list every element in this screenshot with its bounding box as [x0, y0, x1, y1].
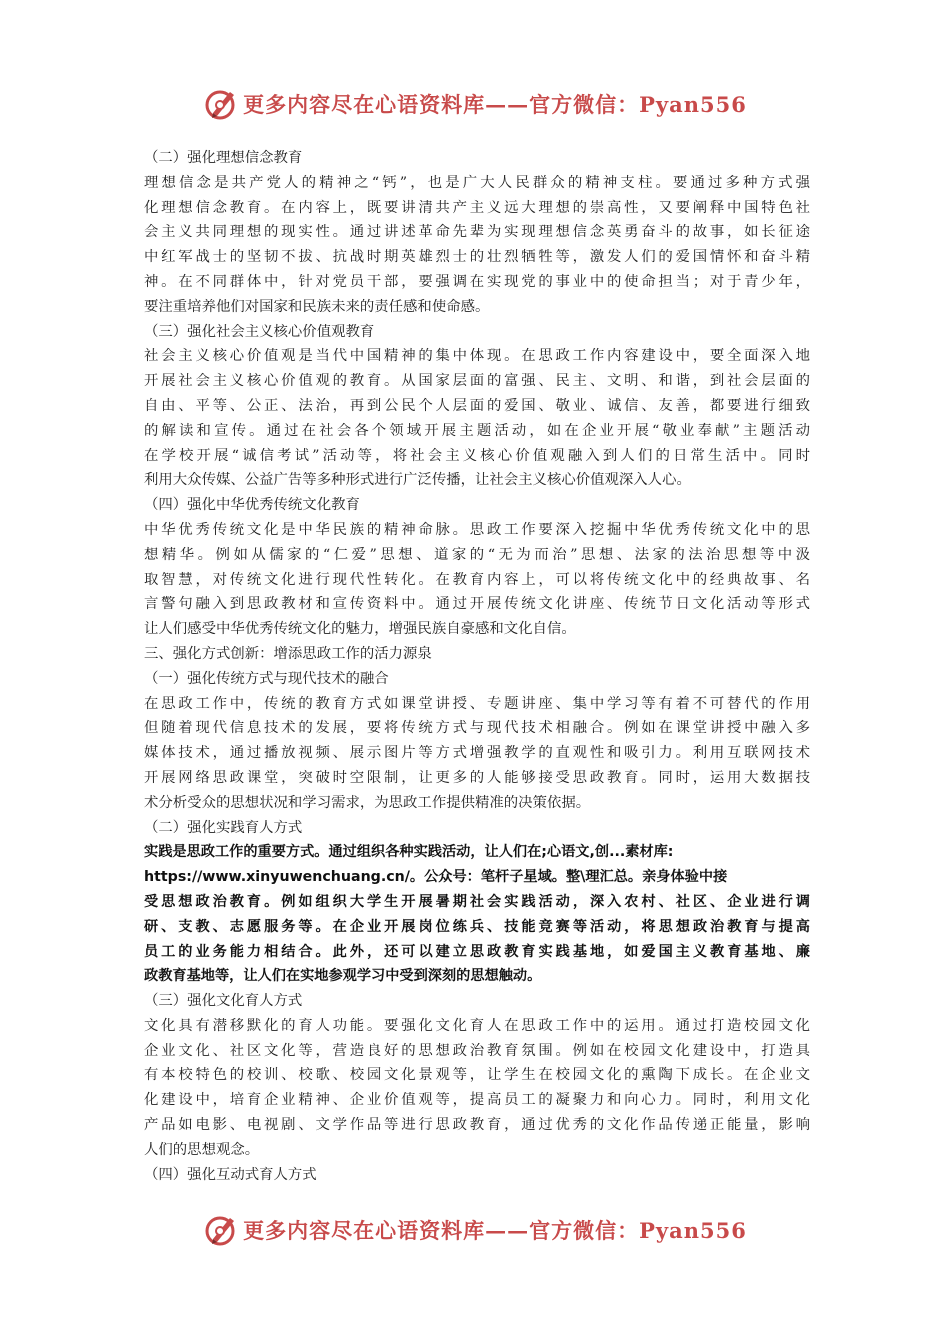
text-line: （四）强化互动式育人方式 — [144, 1166, 317, 1183]
text-line: 媒体技术，通过播放视频、展示图片等方式增强教学的直观性和吸引力。利用互联网技术 — [144, 745, 810, 762]
text-line: 受思想政治教育。例如组织大学生开展暑期社会实践活动，深入农村、社区、企业进行调 — [144, 893, 810, 910]
text-line: 在学校开展“诚信考试”活动等，将社会主义核心价值观融入到人们的日常生活中。同时 — [144, 447, 810, 464]
text-line: 三、强化方式创新：增添思政工作的活力源泉 — [144, 645, 432, 662]
text-line: 中红军战士的坚韧不拔、抗战时期英雄烈士的壮烈牺牲等，激发人们的爱国情怀和奋斗精 — [144, 249, 810, 266]
pen-circle-logo-icon — [203, 1212, 239, 1248]
text-line: 有本校特色的校训、校歌、校园文化景观等，让学生在校园文化的熏陶下成长。在企业文 — [144, 1067, 810, 1084]
text-line: 言警句融入到思政教材和宣传资料中。通过开展传统文化讲座、传统节日文化活动等形式 — [144, 596, 810, 613]
pen-circle-logo-icon — [203, 86, 239, 122]
text-line: 政教育基地等，让人们在实地参观学习中受到深刻的思想触动。 — [144, 968, 542, 985]
text-line: 术分析受众的思想状况和学习需求，为思政工作提供精准的决策依据。 — [144, 794, 591, 811]
banner-text: 更多内容尽在心语资料库——官方微信：Pyan556 — [243, 92, 747, 117]
text-line: 神。在不同群体中，针对党员干部，要强调在实现党的事业中的使命担当；对于青少年， — [144, 273, 810, 290]
text-line: 会主义共同理想的现实性。通过讲述革命先辈为实现理想信念英勇奋斗的故事，如长征途 — [144, 224, 810, 241]
text-line: 化建设中，培育企业精神、企业价值观等，提高员工的凝聚力和向心力。同时，利用文化 — [144, 1092, 810, 1109]
text-line: 取智慧，对传统文化进行现代性转化。在教育内容上，可以将传统文化中的经典故事、名 — [144, 571, 810, 588]
text-line: 产品如电影、电视剧、文学作品等进行思政教育，通过优秀的文化作品传递正能量，影响 — [144, 1117, 810, 1134]
text-line: 让人们感受中华优秀传统文化的魅力，增强民族自豪感和文化自信。 — [144, 621, 576, 638]
text-line: 文化具有潜移默化的育人功能。要强化文化育人在思政工作中的运用。通过打造校园文化 — [144, 1017, 810, 1034]
text-line: 人们的思想观念。 — [144, 1141, 260, 1158]
header-banner — [0, 84, 950, 124]
text-line: https://www.xinyuwenchuang.cn/。公众号：笔杆子星域。整\理汇总。亲身体验中接 — [144, 869, 728, 886]
text-line: （四）强化中华优秀传统文化教育 — [144, 497, 360, 514]
text-line: 企业文化、社区文化等，营造良好的思想政治教育氛围。例如在校园文化建设中，打造具 — [144, 1042, 810, 1059]
text-line: （二）强化理想信念教育 — [144, 150, 303, 166]
text-line: 实践是思政工作的重要方式。通过组织各种实践活动，让人们在;心语文,创...素材库: — [144, 844, 674, 861]
footer-banner — [0, 1210, 950, 1250]
text-line: 开展社会主义核心价值观的教育。从国家层面的富强、民主、文明、和谐，到社会层面的 — [144, 373, 810, 390]
text-line: 自由、平等、公正、法治，再到公民个人层面的爱国、敬业、诚信、友善，都要进行细致 — [144, 397, 810, 414]
banner-text: 更多内容尽在心语资料库——官方微信：Pyan556 — [243, 1218, 747, 1243]
text-line: 在思政工作中，传统的教育方式如课堂讲授、专题讲座、集中学习等有着不可替代的作用 — [144, 695, 810, 712]
text-line: 中华优秀传统文化是中华民族的精神命脉。思政工作要深入挖掘中华优秀传统文化中的思 — [144, 521, 810, 538]
text-line: 员工的业务能力相结合。此外，还可以建立思政教育实践基地，如爱国主义教育基地、廉 — [144, 943, 810, 960]
text-line: 化理想信念教育。在内容上，既要讲清共产主义远大理想的崇高性，又要阐释中国特色社 — [144, 199, 810, 216]
text-line: 想精华。例如从儒家的“仁爱”思想、道家的“无为而治”思想、法家的法治思想等中汲 — [144, 546, 810, 563]
text-line: 利用大众传媒、公益广告等多种形式进行广泛传播，让社会主义核心价值观深入人心。 — [144, 472, 691, 489]
text-line: （三）强化社会主义核心价值观教育 — [144, 323, 375, 340]
text-line: 开展网络思政课堂，突破时空限制，让更多的人能够接受思政教育。同时，运用大数据技 — [144, 769, 810, 786]
text-line: 要注重培养他们对国家和民族未来的责任感和使命感。 — [144, 298, 490, 315]
text-line: 社会主义核心价值观是当代中国精神的集中体现。在思政工作内容建设中，要全面深入地 — [144, 348, 810, 365]
text-line: 但随着现代信息技术的发展，要将传统方式与现代技术相融合。例如在课堂讲授中融入多 — [144, 720, 810, 737]
text-line: 研、支教、志愿服务等。在企业开展岗位练兵、技能竞赛等活动，将思想政治教育与提高 — [144, 918, 810, 935]
document-body — [144, 146, 810, 1187]
text-line: 理想信念是共产党人的精神之“钙”，也是广大人民群众的精神支柱。要通过多种方式强 — [144, 174, 810, 191]
text-line: （二）强化实践育人方式 — [144, 819, 303, 836]
text-line: （三）强化文化育人方式 — [144, 993, 303, 1010]
text-line: （一）强化传统方式与现代技术的融合 — [144, 670, 389, 687]
text-line: 的解读和宣传。通过在社会各个领域开展主题活动，如在企业开展“敬业奉献”主题活动 — [144, 422, 810, 439]
